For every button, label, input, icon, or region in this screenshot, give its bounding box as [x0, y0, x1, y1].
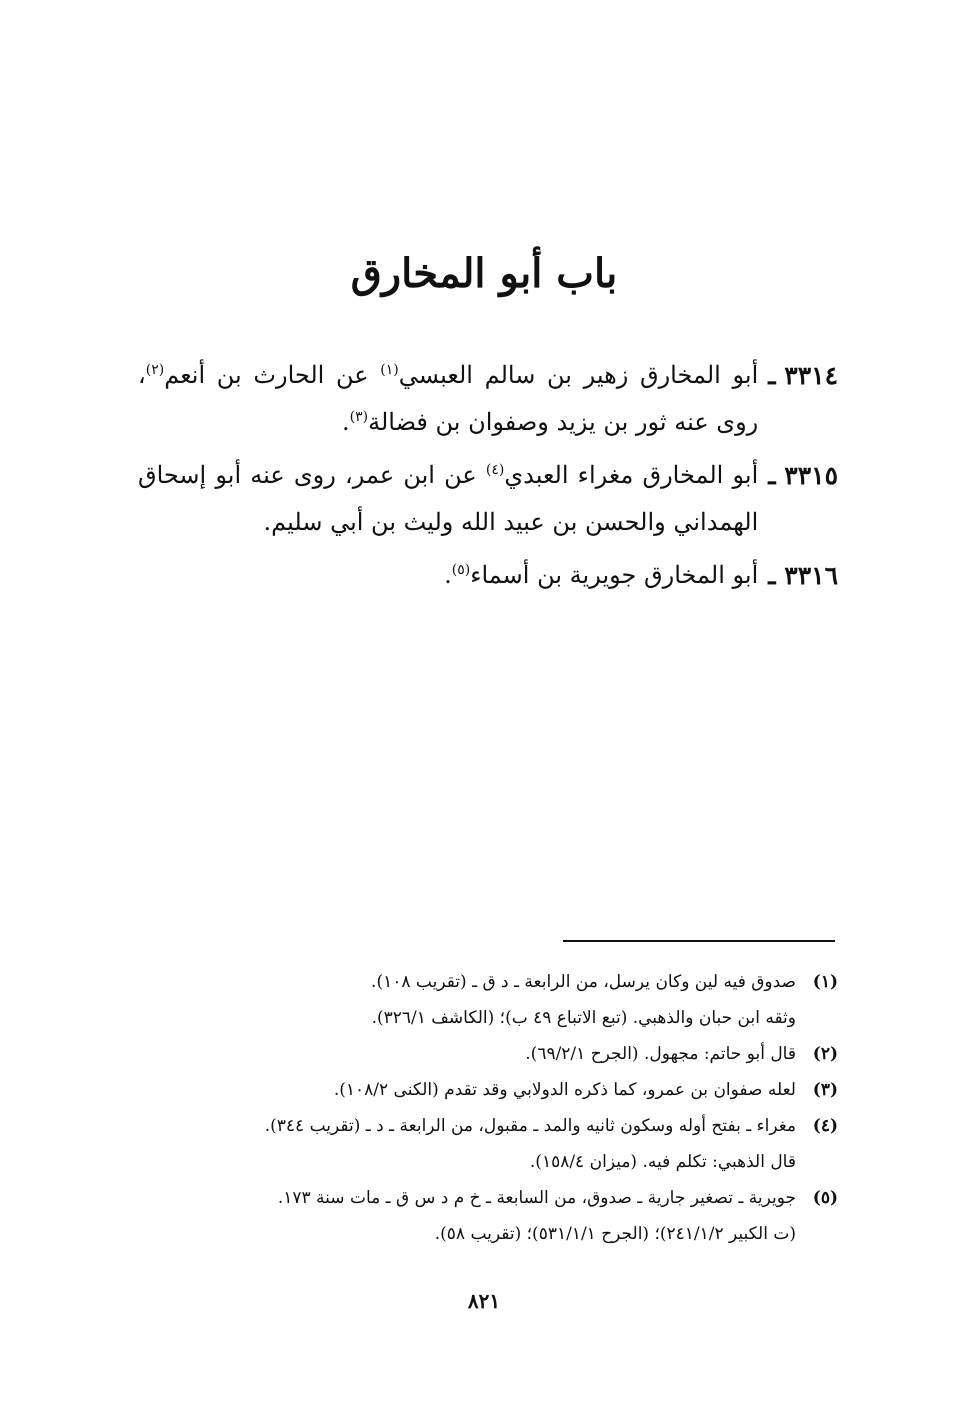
- footnote-ref: (١): [380, 362, 399, 378]
- entry-3315: [138, 452, 838, 546]
- entry-text-segment: عن ابن عمر، روى عنه أبو إسحاق الهمداني والحسن بن عبيد الله وليث بن أبي سليم.: [138, 461, 759, 536]
- footnote-body: [190, 1108, 796, 1180]
- entry-text: [138, 452, 758, 546]
- entry-text-segment: .: [444, 561, 452, 589]
- footnote-number: (٥): [812, 1188, 838, 1208]
- footnote-number: (٣): [812, 1080, 838, 1100]
- entry-text: [138, 552, 758, 599]
- footnote-1: [190, 964, 838, 1036]
- footnote-ref: (٢): [145, 362, 165, 378]
- footnote-line: (ت الكبير ٢٤١/١/٢)؛ (الجرح ٥٣١/١/١)؛ (تقريب ٥٨).: [434, 1224, 796, 1244]
- entry-text-segment: ، روى عنه ثور بن يزيد وصفوان بن فضالة: [138, 361, 759, 436]
- footnote-body: [190, 964, 796, 1036]
- footnote-line: لعله صفوان بن عمرو، كما ذكره الدولابي وقد تقدم (الكنى ١٠٨/٢).: [333, 1080, 796, 1100]
- entry-text-segment: .: [342, 408, 350, 436]
- footnote-ref: (٣): [349, 409, 369, 425]
- footnote-line: صدوق فيه لين وكان يرسل، من الرابعة ـ د ق ـ (تقريب ١٠٨).: [371, 972, 796, 992]
- footnote-number: (٤): [812, 1116, 838, 1136]
- footnote-5: [190, 1180, 838, 1252]
- footnote-line: قال الذهبي: تكلم فيه. (ميزان ١٥٨/٤).: [529, 1152, 796, 1172]
- entry-number: ٣٣١٥ ـ: [768, 461, 838, 490]
- entry-number: ٣٣١٦ ـ: [768, 561, 838, 590]
- footnote-ref: (٤): [485, 462, 505, 478]
- footnote-number: (٢): [812, 1044, 838, 1064]
- footnote-ref: (٥): [451, 562, 471, 578]
- footnote-body: [190, 1072, 796, 1108]
- footnote-4: [190, 1108, 838, 1180]
- entry-text: [138, 352, 758, 446]
- chapter-title: باب أبو المخارق: [350, 250, 618, 297]
- entry-3314: [138, 352, 838, 446]
- footnote-line: وثقه ابن حبان والذهبي. (تبع الاتباع ٤٩ ب)؛ (الكاشف ٣٢٦/١).: [371, 1008, 796, 1028]
- footnote-line: جويرية ـ تصغير جارية ـ صدوق، من السابعة ـ خ م د س ق ـ مات سنة ١٧٣.: [277, 1188, 796, 1208]
- entry-text-segment: عن الحارث بن أنعم: [164, 361, 381, 389]
- footnote-body: [190, 1036, 796, 1072]
- footnote-separator: [563, 940, 835, 942]
- entry-text-segment: أبو المخارق زهير بن سالم العبسي: [398, 361, 759, 389]
- footnotes-list: [190, 964, 838, 1252]
- entries-list: [138, 352, 838, 605]
- footnote-number: (١): [812, 972, 838, 992]
- entry-3316: [138, 552, 838, 599]
- footnote-2: [190, 1036, 838, 1072]
- footnote-body: [190, 1180, 796, 1252]
- page-number: ٨٢١: [467, 1289, 501, 1313]
- footnote-3: [190, 1072, 838, 1108]
- entry-text-segment: أبو المخارق مغراء العبدي: [504, 461, 759, 489]
- entry-number: ٣٣١٤ ـ: [768, 361, 838, 390]
- footnote-line: مغراء ـ بفتح أوله وسكون ثانيه والمد ـ مقبول، من الرابعة ـ د ـ (تقريب ٣٤٤).: [264, 1116, 796, 1136]
- footnote-line: قال أبو حاتم: مجهول. (الجرح ٦٩/٢/١).: [525, 1044, 796, 1064]
- entry-text-segment: أبو المخارق جويرية بن أسماء: [470, 561, 759, 589]
